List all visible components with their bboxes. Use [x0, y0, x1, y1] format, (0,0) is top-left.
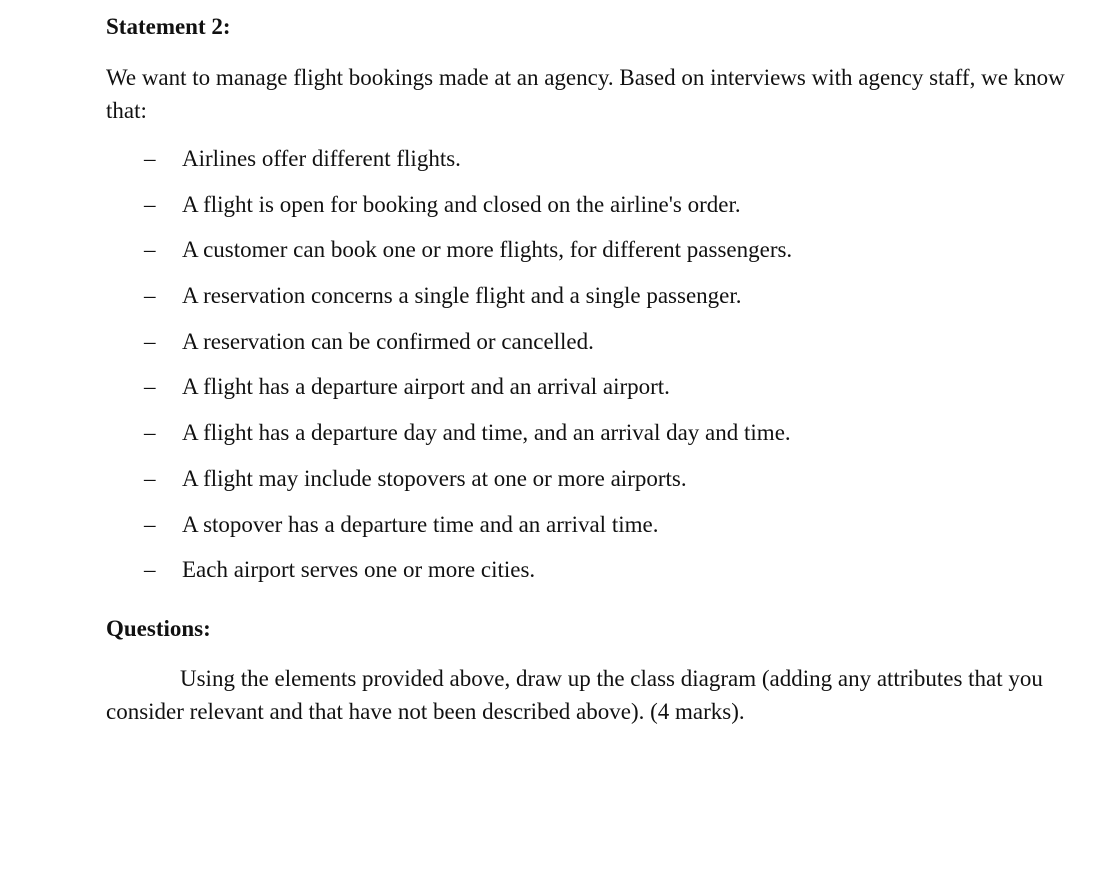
- dash-marker: –: [144, 557, 156, 583]
- list-item-text: A stopover has a departure time and an arrival time.: [182, 511, 659, 537]
- list-item: [106, 279, 1066, 325]
- list-item: [106, 553, 1066, 599]
- dash-marker: –: [144, 191, 156, 217]
- list-item-text: A reservation concerns a single flight and a single passenger.: [182, 283, 742, 309]
- list-item: [106, 462, 1066, 508]
- list-item-text: A flight has a departure day and time, and an arrival day and time.: [182, 420, 791, 446]
- list-item: [106, 233, 1066, 279]
- list-item: [106, 188, 1066, 234]
- list-item-text: A reservation can be confirmed or cancelled.: [182, 328, 594, 354]
- list-item-text: A flight is open for booking and closed on the airline's order.: [182, 191, 741, 217]
- list-item-text: A flight has a departure airport and an arrival airport.: [182, 374, 670, 400]
- questions-heading: Questions:: [106, 616, 211, 641]
- dash-marker: –: [144, 237, 156, 263]
- dash-marker: –: [144, 328, 156, 354]
- list-item: [106, 370, 1066, 416]
- requirements-list: [106, 142, 1066, 599]
- list-item: [106, 325, 1066, 371]
- list-item-text: A customer can book one or more flights, for different passengers.: [182, 237, 793, 263]
- dash-marker: –: [144, 283, 156, 309]
- dash-marker: –: [144, 465, 156, 491]
- dash-marker: –: [144, 146, 156, 171]
- statement-intro: We want to manage flight bookings made at an agency. Based on interviews with agency staff, we know that:: [106, 65, 1065, 123]
- dash-marker: –: [144, 420, 156, 446]
- statement-heading: Statement 2:: [106, 14, 231, 39]
- list-item-text: Each airport serves one or more cities.: [182, 557, 536, 583]
- list-item: [106, 508, 1066, 554]
- list-item: [106, 142, 1066, 188]
- list-item: [106, 416, 1066, 462]
- question-text: Using the elements provided above, draw up the class diagram (adding any attributes that you consider relevant and that have not been described above). (4 marks).: [106, 666, 1043, 724]
- dash-marker: –: [144, 374, 156, 400]
- dash-marker: –: [144, 511, 156, 537]
- list-item-text: A flight may include stopovers at one or more airports.: [182, 465, 687, 491]
- list-item-text: Airlines offer different flights.: [182, 146, 461, 171]
